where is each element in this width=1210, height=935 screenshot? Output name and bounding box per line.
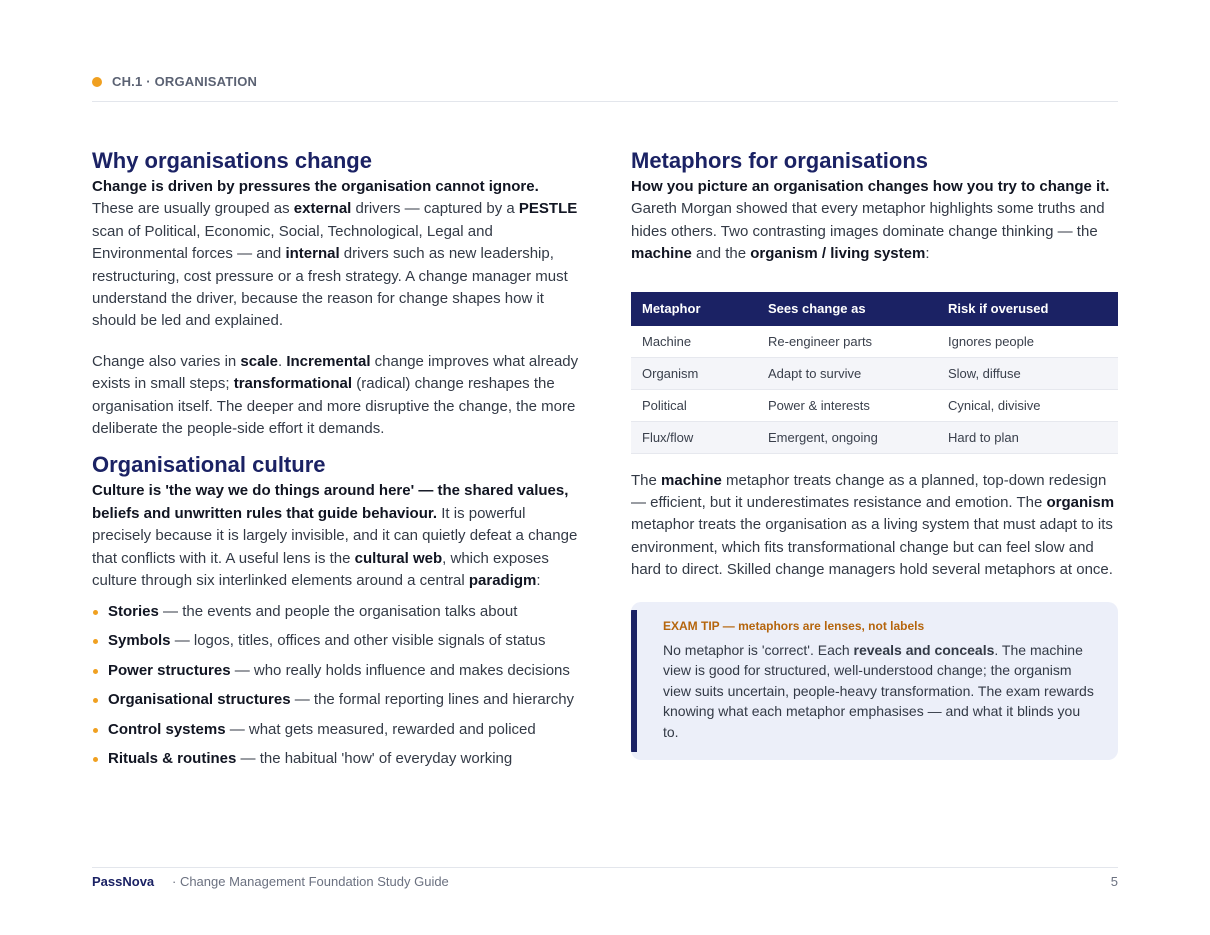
culture-paragraph: Culture is 'the way we do things around here' — the shared values, beliefs and unwritten rules that guide behaviour. It is powerful precisely because it is largely invisible, and it can quietly defeat a change that conflicts with it. A useful lens is the cultural web, which exposes culture through six interlinked elements around a central paradigm: <box>92 482 578 590</box>
page-number: 5 <box>1110 874 1118 889</box>
table-row <box>631 421 1118 453</box>
chapter-label: CH.1 · ORGANISATION <box>112 74 258 89</box>
list-item: Rituals & routines — the habitual 'how' of everyday working <box>92 748 580 770</box>
table-cell: Slow, diffuse <box>937 357 1118 389</box>
list-item: Power structures — who really holds influence and makes decisions <box>92 660 580 682</box>
exam-tip-callout <box>631 602 1118 761</box>
table-header-row <box>631 292 1118 326</box>
exam-tip-title: EXAM TIP — metaphors are lenses, not labels <box>663 618 925 633</box>
page-footer <box>92 867 1118 898</box>
brand-name: PassNova <box>92 874 155 889</box>
chapter-dot-icon <box>92 77 102 87</box>
bullet-icon <box>93 610 98 615</box>
column-header: Sees change as <box>757 292 937 326</box>
bullet-icon <box>93 757 98 762</box>
column-header: Risk if overused <box>937 292 1118 326</box>
table-cell: Cynical, divisive <box>937 389 1118 421</box>
guide-title: · Change Management Foundation Study Guide <box>172 874 449 889</box>
table-cell: Machine <box>631 326 757 358</box>
metaphors-heading: Metaphors for organisations <box>631 148 929 173</box>
table-cell: Ignores people <box>937 326 1118 358</box>
why-change-paragraph-1: Change is driven by pressures the organisation cannot ignore. These are usually grouped as external drivers — captured by a PESTLE scan of Political, Economic, Social, Technological, Legal and Environmental forces — and internal drivers such as new leadership, restructuring, cost pressure or a fresh strategy. A change manager must understand the driver, because the reason for change shapes how it should be led and explained. <box>92 178 578 330</box>
table-cell: Power & interests <box>757 389 937 421</box>
column-header: Metaphor <box>631 292 757 326</box>
metaphor-table <box>631 292 1118 454</box>
metaphors-intro: How you picture an organisation changes how you try to change it. Gareth Morgan showed that every metaphor highlights some truths and hides others. Two contrasting images dominate change thinking — the machine and the organism / living system: <box>631 178 1110 263</box>
cultural-web-list <box>92 601 580 771</box>
culture-heading: Organisational culture <box>92 452 326 478</box>
right-column <box>631 146 1118 760</box>
list-item: Organisational structures — the formal reporting lines and hierarchy <box>92 689 580 711</box>
why-change-paragraph-2: Change also varies in scale. Incremental change improves what already exists in small steps; transformational (radical) change reshapes the organisation itself. The deeper and more disruptive the change, the more deliberate the people-side effort it demands. <box>92 352 579 438</box>
bullet-icon <box>93 728 98 733</box>
bullet-icon <box>93 639 98 644</box>
table-cell: Adapt to survive <box>757 357 937 389</box>
list-item: Stories — the events and people the organisation talks about <box>92 601 580 623</box>
why-change-heading: Why organisations change <box>92 148 372 173</box>
list-item: Control systems — what gets measured, rewarded and policed <box>92 719 580 741</box>
left-column <box>92 146 580 778</box>
table-row <box>631 389 1118 421</box>
table-cell: Political <box>631 389 757 421</box>
table-row <box>631 326 1118 358</box>
table-cell: Emergent, ongoing <box>757 421 937 453</box>
callout-accent-bar <box>631 610 637 753</box>
table-cell: Flux/flow <box>631 421 757 453</box>
chapter-header <box>92 73 1118 102</box>
bullet-icon <box>93 669 98 674</box>
table-cell: Re-engineer parts <box>757 326 937 358</box>
exam-tip-body: No metaphor is 'correct'. Each reveals and conceals. The machine view is good for structured, well-understood change; the organism view suits uncertain, people-heavy transformation. The exam rewards knowing what each metaphor emphasises — and what it blinds you to. <box>663 641 1094 740</box>
table-cell: Hard to plan <box>937 421 1118 453</box>
table-cell: Organism <box>631 357 757 389</box>
list-item: Symbols — logos, titles, offices and other visible signals of status <box>92 630 580 652</box>
table-row <box>631 357 1118 389</box>
metaphors-analysis: The machine metaphor treats change as a planned, top-down redesign — efficient, but it underestimates resistance and emotion. The organism metaphor treats the organisation as a living system that must adapt to its environment, which fits transformational change but can feel slow and hard to direct. Skilled change managers hold several metaphors at once. <box>631 471 1115 579</box>
bullet-icon <box>93 698 98 703</box>
